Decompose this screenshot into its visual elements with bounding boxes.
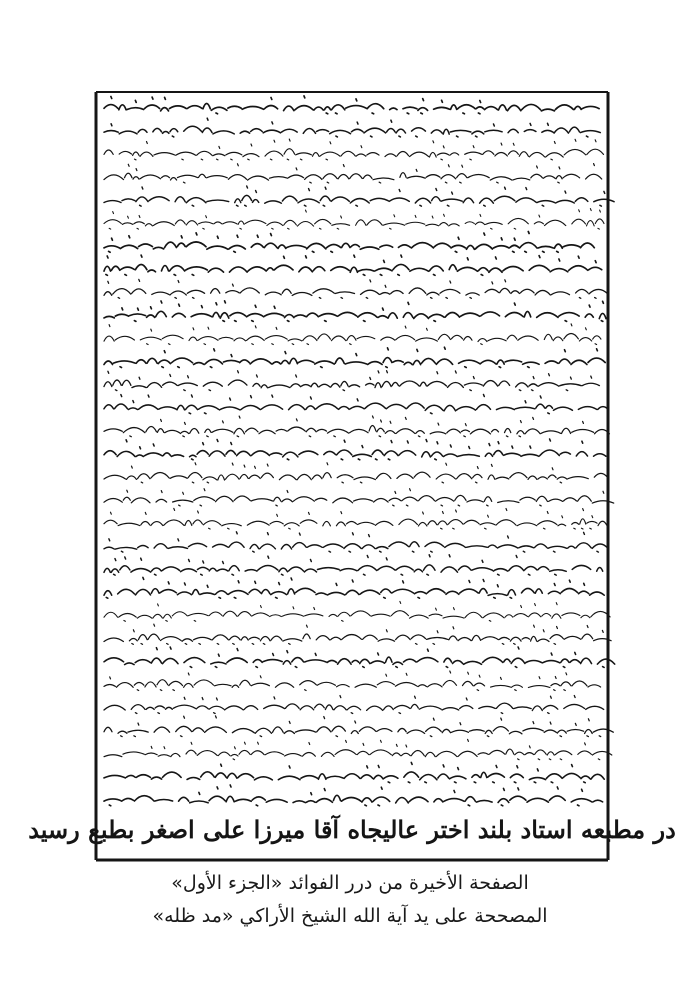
handwritten-line: [104, 164, 602, 183]
handwritten-line: [104, 96, 599, 114]
handwritten-line: [104, 416, 609, 437]
handwritten-line: [104, 532, 608, 552]
handwritten-line: [104, 186, 614, 206]
handwritten-line: [104, 232, 594, 253]
handwritten-line: [104, 439, 606, 460]
caption-line-2: المصححة على يد آية الله الشيخ الأراكي «مد ظله»: [152, 905, 548, 927]
caption-line-1: الصفحة الأخيرة من درر الفوائد «الجزء الأول»: [171, 872, 529, 894]
handwritten-line: [104, 255, 602, 275]
handwritten-line: [104, 489, 614, 506]
handwritten-line: [104, 508, 607, 529]
handwritten-line: [104, 696, 604, 714]
handwritten-line: [104, 601, 610, 621]
handwritten-line: [104, 118, 600, 137]
handwritten-line: [104, 716, 613, 737]
handwritten-line: [104, 555, 603, 575]
handwritten-line: [104, 347, 605, 367]
handwritten-text-lines: [104, 96, 615, 806]
handwritten-line: [104, 395, 608, 414]
handwritten-line: [104, 324, 601, 345]
handwritten-line: [104, 624, 611, 644]
handwritten-line: [104, 739, 612, 759]
handwritten-line: [104, 209, 604, 230]
handwritten-line: [104, 577, 604, 598]
handwritten-line: [104, 671, 601, 691]
handwritten-line: [104, 371, 599, 391]
handwritten-line: [104, 301, 606, 322]
colophon-line: در مطبعه استاد بلند اختر عالیجاه آقا میرزا علی اصغر بطبع رسید: [28, 815, 676, 844]
handwritten-line: [104, 279, 608, 298]
handwritten-line: [104, 139, 604, 160]
handwritten-line: [104, 647, 615, 667]
handwritten-line: [104, 463, 607, 483]
handwritten-line: [104, 762, 604, 782]
handwritten-line: [104, 785, 603, 806]
